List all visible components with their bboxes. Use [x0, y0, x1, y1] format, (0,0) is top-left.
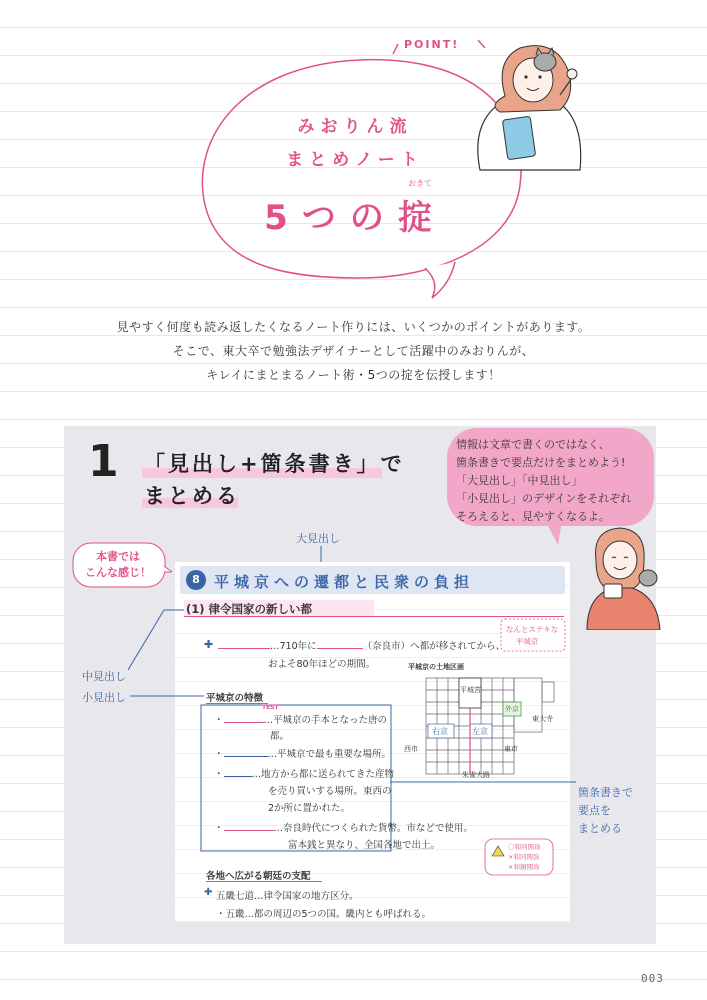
hero-title-main: 5つの掟	[264, 198, 446, 238]
feature-1b: 都。	[270, 731, 290, 742]
hero-title-ruby: おきて	[408, 179, 432, 188]
page-number: 003	[641, 972, 664, 985]
intro-line-3: キレイにまとまるノート術・5つの掟を伝授します！	[206, 368, 501, 382]
gokishichido-line: 五畿七道…律令国家の地方区分。	[216, 891, 359, 902]
feature-4: ・ …奈良時代につくられた貨幣。市などで使用。	[214, 823, 473, 834]
feature-3c: 2か所に置かれた。	[268, 803, 351, 814]
note-big-title: 平城京への遷都と民衆の負担	[214, 573, 475, 591]
hero-title-line2: まとめノート	[286, 150, 424, 170]
map-label-higashi: 東市	[504, 745, 518, 753]
clover-icon: ✚	[204, 638, 214, 651]
feature-3: ・ …地方から都に送られてきた産物	[214, 769, 395, 780]
annotation-bullets-1: 箇条書きで	[578, 786, 633, 799]
feature-1: ・ …平城京の手本となった唐の	[214, 715, 388, 726]
this-book-line1: 本書では	[96, 550, 140, 563]
warn-line-3: ×和銅開珎	[508, 863, 540, 871]
feature-2: ・ …平城京で最も重要な場所。	[214, 749, 392, 760]
annotation-small-heading: 小見出し	[82, 691, 126, 704]
annotation-bullets-2: 要点を	[578, 804, 611, 817]
chapter-number-badge: 8	[186, 570, 206, 590]
hero-title-line1: みおりん流	[297, 117, 413, 137]
map-label-suzaku: 朱雀大路	[462, 771, 490, 779]
map-label-sakyo: 左京	[472, 727, 488, 736]
tip-line-4: 「小見出し」のデザインをそれぞれ	[456, 492, 632, 505]
feature-4b: 富本銭と異なり、全国各地で出土。	[288, 840, 441, 851]
note-mid-title: (1) 律令国家の新しい都	[186, 602, 313, 616]
intro-line-2: そこで、東大卒で勉強法デザイナーとして活躍中のみおりんが、	[172, 344, 535, 358]
note-line-80: およそ80年ほどの期間。	[268, 659, 376, 670]
clover-icon-2: ✚	[204, 887, 213, 898]
tip-line-1: 情報は文章で書くのではなく、	[456, 438, 610, 451]
map-label-todaiji: 東大寺	[532, 715, 553, 723]
blank-1	[218, 639, 270, 649]
note-small-title-2: 各地へ広がる朝廷の支配	[206, 871, 311, 882]
note-small-title-1: 平城京の特徴	[206, 693, 264, 704]
map-title: 平城京の土地区画	[408, 663, 464, 671]
map-label-nishi: 西市	[404, 745, 418, 753]
intro-line-1: 見やすく何度も読み返したくなるノート作りには、いくつかのポイントがあります。	[116, 320, 591, 334]
annotation-bullets-3: まとめる	[578, 822, 622, 835]
section-number: 1	[88, 436, 119, 487]
map-label-ukyo: 右京	[432, 727, 448, 736]
fun-tag-line2: 平城京	[516, 637, 539, 646]
annotation-mid-heading: 中見出し	[82, 670, 126, 683]
annotation-leader-lines	[128, 606, 208, 702]
miorin-illustration-icon	[478, 46, 581, 170]
tip-line-2: 箇条書きで要点だけをまとめよう!	[456, 456, 626, 469]
map-label-gekyo: 外京	[505, 705, 519, 713]
goki-line: ・五畿…都の周辺の5つの国。畿内とも呼ばれる。	[216, 909, 432, 920]
tip-bubble-tail	[540, 520, 570, 550]
miorin-cup-illustration-icon	[582, 520, 664, 630]
blank-2	[317, 639, 363, 649]
warn-line-2: ×和同開弥	[508, 853, 540, 861]
annotation-bullets-line	[390, 776, 576, 788]
section-heading-line1: 「見出し+箇条書き」で	[144, 452, 405, 476]
feature-3b: を売り買いする場所。東西の	[268, 786, 392, 797]
small-heading-underline-2	[206, 881, 322, 882]
section-heading-line2: まとめる	[144, 484, 240, 508]
test-tag: TEST	[262, 704, 279, 711]
tip-line-5: そろえると、見やすくなるよ。	[456, 510, 610, 523]
tip-line-3: 「大見出し」「中見出し」	[456, 474, 583, 487]
note-line-710: …710年に （奈良市）へ都が移されてから、	[218, 638, 505, 652]
map-label-heijo: 平城宮	[460, 686, 481, 694]
warn-line-1: 〇和同開珎	[508, 843, 541, 851]
annotation-big-heading: 大見出し	[296, 532, 340, 545]
this-book-line2: こんな感じ！	[85, 566, 151, 579]
point-tag: POINT!	[404, 38, 460, 51]
fun-tag-line1: なんとステキな	[506, 625, 559, 634]
